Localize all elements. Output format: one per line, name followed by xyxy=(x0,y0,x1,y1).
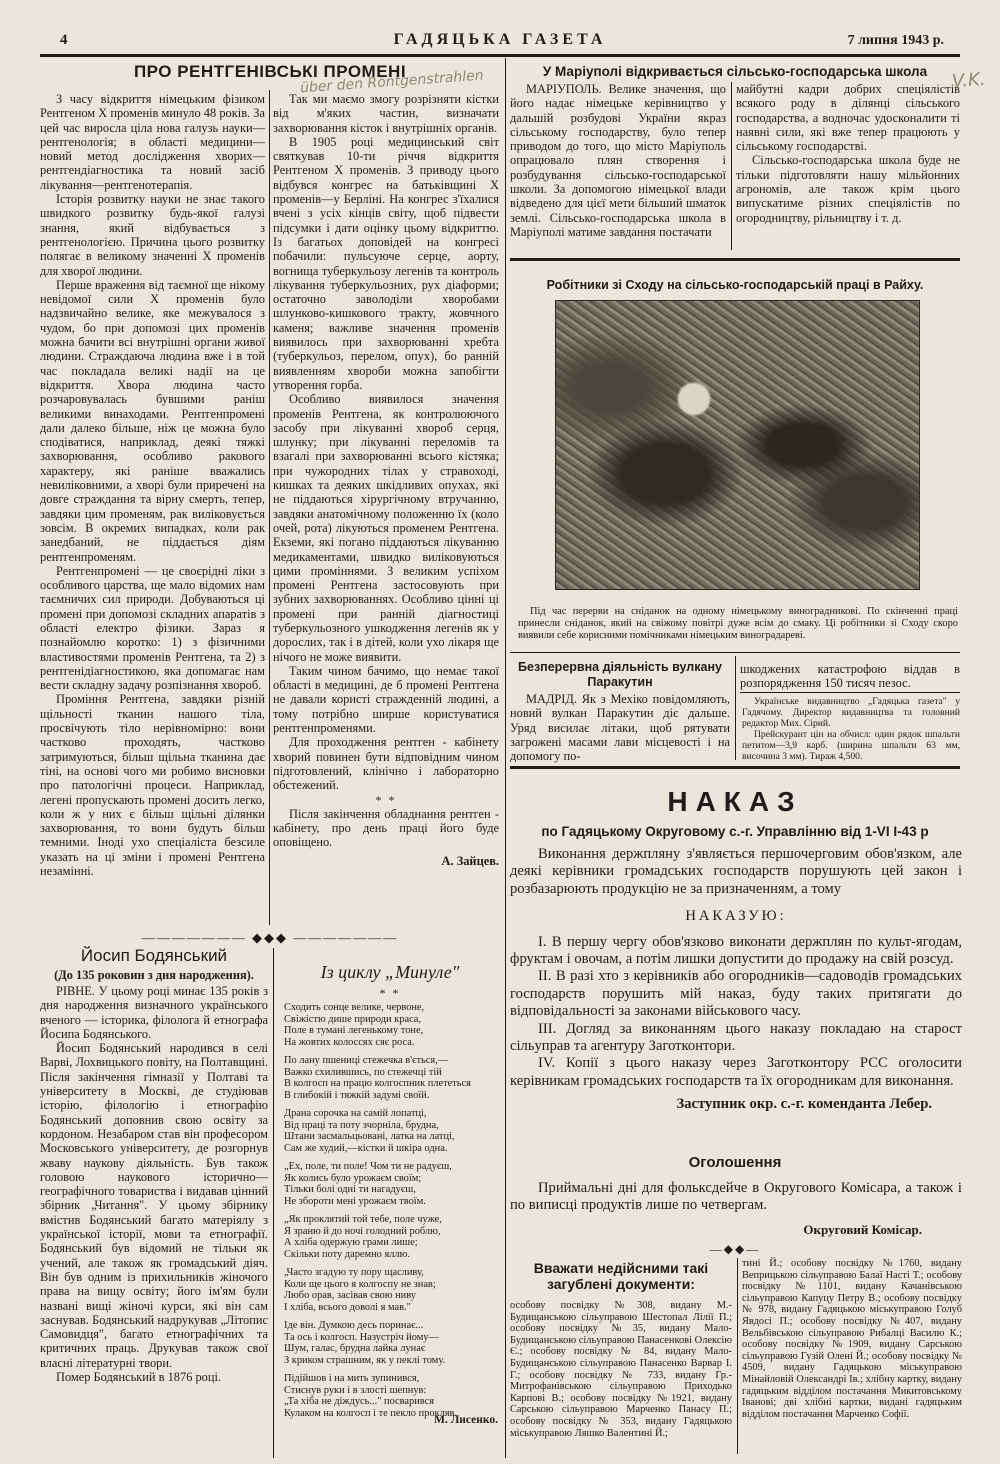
section-rule xyxy=(510,766,960,769)
poem-stars: * * xyxy=(379,986,401,1000)
publisher-imprint xyxy=(742,696,960,762)
poem-stanza xyxy=(284,1373,502,1419)
imprint-rule xyxy=(740,692,960,693)
xray-paragraph: В 1905 році медицинський світ святкував 10-ти річчя відкриття Рентгеном Х променів. З приводу цього відбувся конгрес на батьківщині Х променів—у Берліні. На конгрес з'їхалися вчені з усіх кінців світу, щоб підвести підсумки і дати оцінку цьому відкриттю. Із багатьох доповідей на конгресі побачили: пульсуюче серце, аорту, вогнища туберкульозу легенів та контроль лікування туберкульозних, рух діаформи; остаточно заволоділи хворобами шлунково-кишкового тракту, жовчного каменя; важливе значення променів виявилось при захворюванні хребта (туберкульоз, перелом, опух), бо ранній виявленням хвороби можна запобігти утворення горба. xyxy=(273,134,499,392)
order-point: ІV. Копії з цього наказу через Заготконтору РСС оголосити керівникам громадських господарств та їх огородникам для виконання. xyxy=(510,1055,962,1089)
section-rule xyxy=(510,258,960,261)
order-point: ІІ. В разі хто з керівників або огородників—садоводів громадських господарств порушить мій наказ, буду таких притягати до відповідальності за законами військового часу. xyxy=(510,968,962,1020)
poem-line: Тільки болі одні ти нагадуєш, xyxy=(284,1184,416,1195)
photo-caption-text: Під час перерви на сніданок на одному німецькому виноградникові. По скінченні праці принесли сніданок, який на свіжому повітрі дуже всім до смаку. Ці робітники зі Сходу скоро виявили себе корисними помічниками німецьким виноградареві. xyxy=(518,606,958,641)
header-rule xyxy=(40,54,960,57)
poem-line: А хліба одержую грами лише; xyxy=(284,1237,418,1248)
volcano-text xyxy=(510,692,730,763)
poem-line: Важко схилившись, по стежечці тій xyxy=(284,1066,442,1078)
order-subtitle: по Гадяцькому Округовому с.-г. Управлінню від 1-VI І-43 р xyxy=(541,824,929,839)
poem-line: Не збороти мені урожаєм твоїм. xyxy=(284,1195,426,1207)
poem-line: Сам же худий,—кістки й шкіра одна. xyxy=(284,1142,448,1154)
order-point: І. В першу чергу обов'язково виконати держплян по культ-ягодам, фруктам і овочам, а потім лишки допустити до продажу на свій розсуд. xyxy=(510,933,962,968)
bodyansky-subtitle: (До 135 роковин з дня народження). xyxy=(54,968,254,982)
column-divider xyxy=(735,656,736,760)
volcano-continuation xyxy=(740,662,960,691)
section-rule xyxy=(510,652,960,653)
poem-stanza xyxy=(284,1267,502,1313)
page-number: 4 xyxy=(60,32,68,48)
page-divider xyxy=(505,58,506,1458)
bodyansky-title: Йосип Бодянський xyxy=(80,946,228,965)
xray-closing: Після закінчення обладнання рентген - кабінету, про день праці його буде оповіщено. xyxy=(273,806,499,850)
issue-date: 7 липня 1943 р. xyxy=(847,33,944,48)
xray-paragraph: Рентгенпромені — це своєрідні ліки з особливого царства, ще мало відомих нам таємничих сил природи. Добуваються ці промені при допомозі складних апаратів з області електро фізики. Зараз я познайомлю коротко: 1) з фізичними властивостями променів Рентгена, та 2) з рентгенідіагностикою, яка допомагає нам вести складну задачу розпізнання хвороб. xyxy=(40,563,265,693)
xray-paragraph: Проміння Рентгена, завдяки різній щільності тканин нашого тіла, просвічують тіло нерівномірно: вони частково проходять, частково затримуються, більш щільна тканина дає тіні, на основі чого ми робимо висновки про патологічні процеси. Наприклад, легені пропускають промені досить легко, коли ж у них є більш щільні ділянки захворювання, то вони будуть більш темними. Іноді ухо спеціаліста безсиле указать на ці зміни і промені Рентгена незамінні. xyxy=(40,692,265,879)
xray-paragraph: Так ми маємо змогу розрізняти кістки від м'яких частин, визначати захворювання кісток і внутрішніх органів. xyxy=(273,92,499,135)
imprint-publisher: Українське видавництво „Гадяцька газета" у Гадячому. Директор видавництва та головний редактор Мих. Сірий. xyxy=(742,696,960,729)
documents-right xyxy=(742,1258,962,1420)
ornament: —◆◆— xyxy=(709,1242,761,1256)
volcano-title: Безперервна діяльність вулкану Паракутин xyxy=(518,660,722,689)
poem-line: На жовтих колоссях сяє роса. xyxy=(284,1036,415,1048)
order-signature-prefix: Заступник окр. с.-г. коменданта xyxy=(676,1096,886,1113)
poem-stanza xyxy=(284,1161,502,1207)
poem-line: „Ех, поле, ти поле! Чом ти не радуєш, xyxy=(284,1161,452,1172)
order-title: НАКАЗ xyxy=(667,786,803,817)
poem-line: Свіжістю дише природи краса, xyxy=(284,1013,422,1025)
poem-line: Як колись було урожаєм своїм; xyxy=(284,1172,422,1184)
order-point: ІІІ. Догляд за виконанням цього наказу покладаю на старост сільуправ та агентуру Заготконтори. xyxy=(510,1020,962,1055)
poem-stanza xyxy=(284,1108,502,1154)
announcement-title: Оголошення xyxy=(688,1154,782,1171)
poem-line: Від праці та поту зчорніла, брудна, xyxy=(284,1119,439,1131)
poem-stanza xyxy=(284,1320,502,1366)
mariupol-right xyxy=(736,82,960,225)
poem-line: Та ось і колгосп. Назустріч йому— xyxy=(284,1331,439,1343)
poem-line: Скільки поту даремно яллю. xyxy=(284,1248,410,1260)
poem-line: Штани засмальцьовані, латка на латці, xyxy=(284,1131,455,1142)
ornament-stars: * * xyxy=(375,792,397,807)
poem-author: М. Лисенко. xyxy=(434,1414,498,1426)
column-divider xyxy=(731,82,732,250)
volcano-paragraph: шкоджених катастрофою віддав в розпорядження 150 тисяч пезос. xyxy=(740,662,960,691)
xray-paragraph: Перше враження від таємної ще нікому невідомої сили Х променів було надзвичайно велике, яке межувалося з чудом, бо при допомозі цих променів можна бачити всі внутрішні органи живої людини. Страждаюча людина вже і в той час покладала великі надії на це відкриття. Хвора людина часто розчаровувалась бувшими раніш великими винаходами. Рентгенпромені дали далеко більше, ніж це можна було сподіватися, наприклад, деякі тяжкі захворювання, особливо ракового характеру, які раніше вважались невиліковними, а хворі були приречені на довге страждання та вірну смерть, тепер, завдяки цим променям, рак виліковується зовсім. В окремих випадках, коли рак занедбаний, не піддається діям рентгенпроменям. xyxy=(40,277,265,564)
poem-line: Кулаком на колгосп і те пекло прокляв. xyxy=(284,1407,458,1419)
documents-title-line1: Вважати недійсними такі xyxy=(533,1260,709,1276)
poem-line: Любо орав, засівав свою ниву xyxy=(284,1290,416,1301)
xray-article-col2 xyxy=(273,92,499,868)
bodyansky-paragraph: Йосип Бодянський народився в селі Варві, Лохвицького повіту, на Полтавщині. Після закінчення гімназії у Полтаві та університету в Москві, де студіював історію, філологію і етнографію Бодянський доповнив свою освіту за кордоном. Незабаром став він професором Московського університету, де розгорнув жваву наукову діяльність. Був також головою наукового історично—географічного товариства і видавав цінний збірник „Читання". У цьому збірнику вмістив Бодянський багато матеріялу з української історії, мови та етнографії. Бодянський був відомий не тільки як учений, але також як громадський діяч. Він був одним із прихильників жіночого права на вищу освіту; його ім'ям були названі вищі жіночі курси, які він сам заснував. Бодянський надрукував „Літопис Самовидця", багато етнографічних та критичних праць. Друкував також свої власні літературні твори. xyxy=(40,1041,268,1370)
poem-line: „Та хіба не діждусь..." посварився xyxy=(284,1396,435,1407)
photo-caption xyxy=(518,606,958,642)
poem-line: Драна сорочка на самій лопатці, xyxy=(284,1108,427,1119)
workers-photo xyxy=(555,300,920,590)
mariupol-paragraph: МАРІУПОЛЬ. Велике значення, що його надає німецьке керівництво у дальшій розбудові України якраз сільському господарству, було тепер приводом до того, що місто Маріуполь опрацювало плян створення і розбудування сільсько-господарської школи. За допомогою німецької влади відведено для цієї мети більший шматок землі. Сільсько-господарська школа в Маріуполі матиме завдання постачати xyxy=(510,82,726,239)
mariupol-paragraph: Сільсько-господарська школа буде не тільки підготовляти нашу мільйонних агрономів, але також крім цього випускатиме різних спеціялістів по огородництву, рільництву і т. д. xyxy=(736,153,960,225)
column-divider xyxy=(269,90,270,925)
bodyansky-article xyxy=(40,984,268,1384)
poem-body xyxy=(284,1002,502,1426)
poem-line: По лану пшениці стежечка в'ється,— xyxy=(284,1055,449,1066)
column-divider xyxy=(273,948,274,1458)
poem-line: Сходить сонце велике, червоне, xyxy=(284,1002,425,1013)
bodyansky-paragraph: РІВНЕ. У цьому році минає 135 років з дня народження визначного українського вченого — історика, філолога й етнографа Йосипа Бодянського. xyxy=(40,984,268,1041)
poem-line: Коли ще цього я колгоспу не знав; xyxy=(284,1278,436,1290)
ornament: ——————— ◆◆◆ ——————— xyxy=(141,930,399,945)
poem-line: Я зраню й до ночі голодний роблю, xyxy=(284,1225,441,1237)
documents-title xyxy=(510,1260,732,1292)
poem-line: „Як проклятий той тебе, поле чуже, xyxy=(284,1214,442,1225)
announcement-signature: Округовий Комісар. xyxy=(803,1221,922,1237)
xray-paragraph: Історія розвитку науки не знає такого швидкого розвитку будь-якої галузі знання, який відбувається з рентгенологією. Причина цього розвитку полягає в великому значенні Х променів для хворої людини. xyxy=(40,192,265,278)
photo-title: Робітники зі Сходу на сільсько-господарській праці в Райху. xyxy=(546,278,924,292)
poem-stanza xyxy=(284,1002,502,1048)
poem-line: Шум, галас, брудна лайка лунає xyxy=(284,1343,426,1354)
volcano-paragraph: МАДРІД. Як з Мехіко повідомляють, новий вулкан Паракутин діє дальше. Уряд висилає літаки, щоб рятувати загрожені масами лави місцевості і на допомогу по- xyxy=(510,692,730,764)
order-intro: Виконання держпляну з'являється першочерговим обов'язком, але деякі керівники громадських господарств порушують цей закон і розбазарюють продукцію не за призначенням, а тому xyxy=(510,846,962,897)
imprint-prices: Прейскурант цін на обчисл: один рядок шпальти петитом—3,9 карб. (ширина шпальти 63 мм, височина 3 мм). Тираж 4,500. xyxy=(742,729,960,762)
poem-line: В глибокій і тяжкій задумі своїй. xyxy=(284,1089,430,1101)
mariupol-title: У Маріуполі відкривається сільсько-господарська школа xyxy=(542,64,928,79)
poem-stanza xyxy=(284,1055,502,1101)
xray-article-col1 xyxy=(40,92,265,878)
margin-note-left: über den Röntgenstrahlen xyxy=(299,67,485,97)
documents-list: особову посвідку №308, видану М.-Будищанською сільуправою Шестопал Лілії П.; особову посвідку №35, видану Мало-Будищанською сільуправою Панасенкові Олексію Є.; особову посвідку № 84, видану Мало-Будищанською сільуправою Панасенко Варвар І. Г.; особову посвідку № 733, видану Гр.-Митрофанівською сільуправою Приходько Карпові В.; особову посвідку №1921, видану Сарською сільуправою Марченко Панасу П.; особову посвідку № 353, видану Гадяцькою міськуправою Ляшко Валентині Й.; xyxy=(510,1300,732,1439)
newspaper-header xyxy=(40,30,960,54)
xray-paragraph: З часу відкриття німецьким фізиком Рентгеном Х променів минуло 48 років. За цей час виросла ціла нова галузь науки—рентгенологія; в області медицини—новий метод дослідження хворих—рентгендіагностика та новий засіб лікування—рентгенотерапія. xyxy=(40,92,265,192)
poem-line: І хліба, всього доволі я мав." xyxy=(284,1301,411,1313)
poem-line: В колгосп на працю колгоспник плететься xyxy=(284,1078,471,1089)
bodyansky-paragraph: Помер Бодянський в 1876 році. xyxy=(56,1370,222,1385)
documents-title-line2: загублені документи: xyxy=(547,1276,695,1292)
announcement-text: Приймальні дні для фольксдейче в Округового Комісара, а також і по виписці продуктів лише по четвергам. xyxy=(510,1180,962,1214)
xray-paragraph: Особливо виявилося значення променів Рентгена, як контролюючого засобу при лікуванні хвороб серця, шлунку; при лікуванні переломів та взагалі при захворюванні всього кістяка; при чужородних тілах у стравоході, кишках та деяких шкідливих опухах, які не піддаються хірургічному втручанню, завдяки анатомічному положенню їх (коло очей, рота) лікуються променем Рентгена. Екземи, які погано піддаються лікуванню медикаментами, швидко виліковуються цими проміннями. З великим успіхом промені Рентгена застосовують при зубних захворюваннях. Особливо цінні ці промені при ранній діагностиці туберкульозного ушкодження легенів як у дорослих, так і в дітей, коли ухо лікаря ще нічого не може виявити. xyxy=(273,392,499,664)
xray-paragraph: Для проходження рентген - кабінету хворий повинен бути відповідним чином підготовлений, клінічно і лабораторно обстежений. xyxy=(273,735,499,793)
poem-line: З криком страшним, як у пеклі тому. xyxy=(284,1354,446,1366)
xray-author: А. Зайцев. xyxy=(441,853,499,868)
poem-line: „Часто згадую ту пору щасливу, xyxy=(284,1267,424,1278)
newspaper-name: ГАДЯЦЬКА ГАЗЕТА xyxy=(393,31,607,48)
column-divider xyxy=(737,1258,738,1454)
poem-line: Іде він. Думкою десь поринає... xyxy=(284,1320,424,1331)
mariupol-left xyxy=(510,82,726,239)
announcement-body xyxy=(510,1180,962,1238)
mariupol-paragraph: майбутні кадри добрих спеціялістів всякого роду в ділянці сільського господарства, а водночас удосконалити ті наявні сили, які вже тепер працюють у сільському господарстві. xyxy=(736,82,960,154)
poem-line: Стиснув руки і в злості шепнув: xyxy=(284,1384,427,1396)
poem-stanza xyxy=(284,1214,502,1260)
poem-line: Поле в тумані легенькому тоне, xyxy=(284,1025,424,1036)
documents-list: тині Й.; особову посвідку №1760, видану Веприцькою сільуправою Балаї Насті Т.; особову посвідку №1101, видану Качанівською сільуправою Капуцу Петру В.; особову посвідку № 978, видану Гадяцькою міськуправою Голуб Явдосі П.; особову посвідку №407, видану Вельбівською сільуправою Рибалці Василю К.; особову посвідку №1909, видану Сарською сільуправою Гузій Олені Й.; особову посвідку № 4509, видану Гадяцькою міськуправою Мінайловій Олександрі Ів.; хлібну картку, видану гадяцьким відділом постачання Микитовському Іванові; дві хлібні картки, видані гадяцьким відділом постачання Марченко Софії. xyxy=(742,1258,962,1420)
order-heading: НАКАЗУЮ: xyxy=(685,908,787,925)
xray-article-title: ПРО РЕНТГЕНІВСЬКІ ПРОМЕНІ xyxy=(133,62,407,81)
order-signature xyxy=(510,1096,962,1113)
order-body xyxy=(510,846,962,1114)
margin-note-right: V.K. xyxy=(951,68,987,93)
poem-title: Із циклу „Минуле" xyxy=(320,962,460,982)
documents-left xyxy=(510,1300,732,1439)
xray-paragraph: Таким чином бачимо, що немає такої області в медицині, де б промені Рентгена не давали користі стражденній людині, а тому потрібно ширше користуватися рентгенпроменями. xyxy=(273,663,499,736)
poem-line: Підійшов і на мить зупинився, xyxy=(284,1373,420,1384)
order-signature-name: Лебер. xyxy=(889,1096,932,1113)
